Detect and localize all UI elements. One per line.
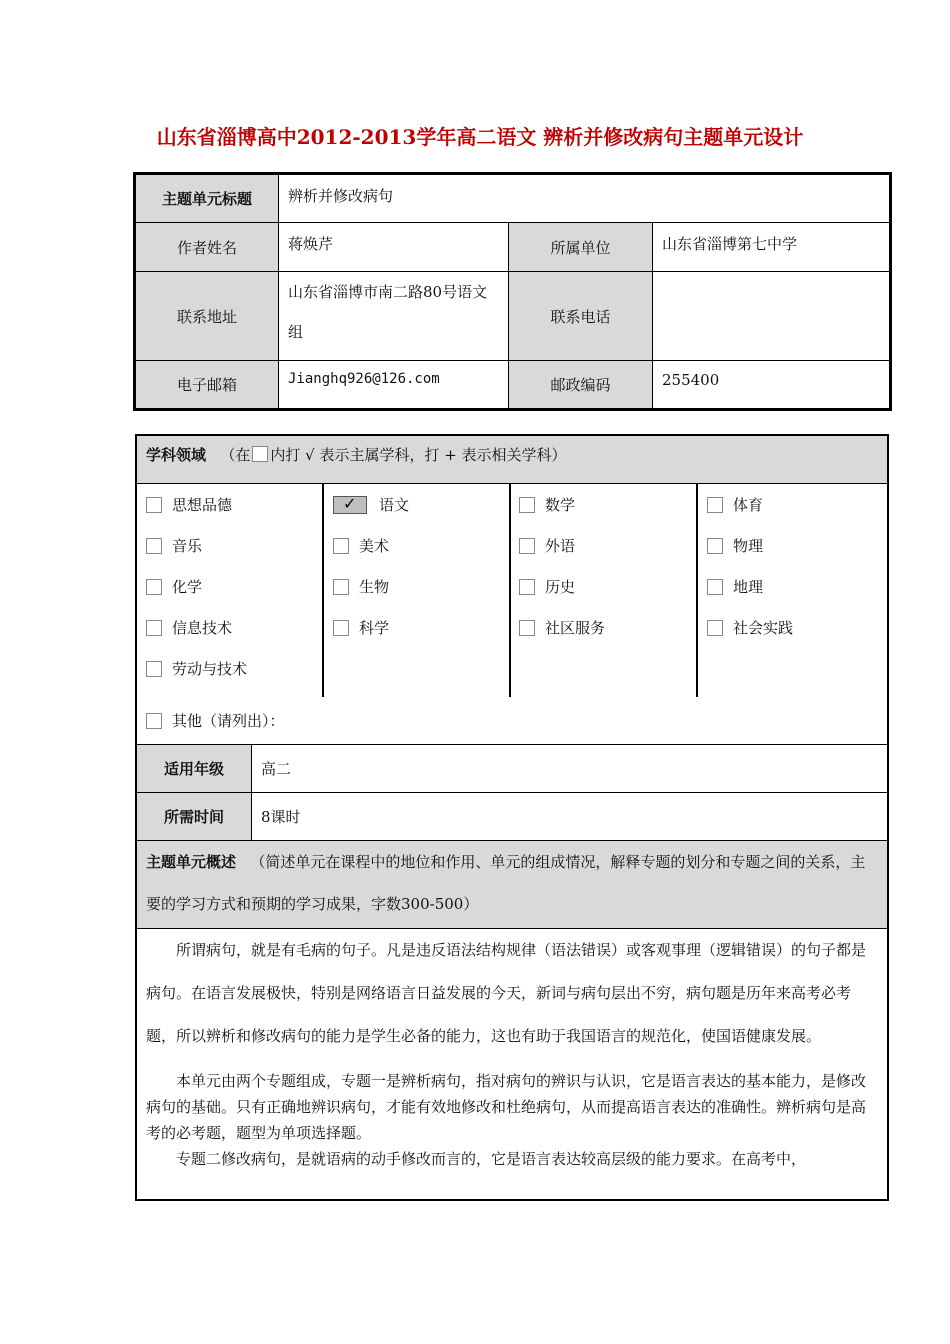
overview-label: 主题单元概述 [146,853,237,871]
subject-item[interactable] [519,484,696,525]
subject-label: 生物 [359,578,390,596]
checkbox-icon[interactable] [146,538,162,554]
zip-value: 255400 [653,361,890,409]
checkbox-icon[interactable] [333,538,349,554]
checkbox-icon[interactable] [519,538,535,554]
subjects-heading: 学科领域 [146,446,207,464]
subject-item[interactable] [146,648,322,689]
checkbox-icon[interactable] [146,579,162,595]
time-value: 8课时 [261,808,301,826]
overview-row [137,841,887,929]
subject-label: 地理 [733,578,764,596]
zip-label: 邮政编码 [509,361,653,409]
subject-label: 社会实践 [733,619,794,637]
time-row [137,793,887,841]
subject-column-3 [511,484,698,697]
subject-label: 物理 [733,537,764,555]
subject-item[interactable] [707,525,887,566]
checkbox-icon[interactable] [333,620,349,636]
subject-item[interactable] [146,607,322,648]
info-table [135,174,890,409]
subject-label: 体育 [733,496,764,514]
subject-label: 美术 [359,537,390,555]
subject-label: 社区服务 [545,619,606,637]
phone-label: 联系电话 [509,272,653,361]
subject-label: 外语 [545,537,576,555]
checkbox-icon[interactable] [707,579,723,595]
checkbox-icon[interactable] [707,538,723,554]
subjects-header [137,436,887,484]
subject-label: 化学 [172,578,203,596]
other-subjects-row[interactable] [137,697,887,745]
checkbox-icon[interactable] [146,620,162,636]
subject-item[interactable] [333,607,509,648]
org-value: 山东省淄博第七中学 [653,223,890,272]
subject-label: 数学 [545,496,576,514]
subject-label: 思想品德 [172,496,233,514]
address-label: 联系地址 [136,272,279,361]
checkmark-icon[interactable] [333,496,367,514]
subject-label: 科学 [359,619,390,637]
author-value: 蒋焕芹 [279,223,509,272]
grade-label: 适用年级 [137,745,252,792]
subject-item[interactable] [519,566,696,607]
body-paragraph-1: 所谓病句，就是有毛病的句子。凡是违反语法结构规律（语法错误）或客观事理（逻辑错误）的句子都是病句。在语言发展极快，特别是网络语言日益发展的今天，新词与病句层出不穷，病句题是历年来高考必考题，所以辨析和修改病句的能力是学生必备的能力，这也有助于我国语言的规范化，使国语健康发展。 [146,941,867,1045]
checkbox-icon[interactable] [146,713,162,729]
checkbox-icon [252,446,268,462]
subject-label: 历史 [545,578,576,596]
unit-title-value: 辨析并修改病句 [279,175,890,223]
checkbox-icon[interactable] [519,620,535,636]
overview-body [137,929,887,1172]
other-subjects-label: 其他（请列出）： [172,712,285,730]
subjects-table [135,434,889,1201]
subject-item[interactable] [146,566,322,607]
checkbox-icon[interactable] [146,661,162,677]
org-label: 所属单位 [509,223,653,272]
subject-item[interactable] [519,607,696,648]
subject-column-2 [324,484,511,697]
subjects-instruction-post: 内打 √ 表示主属学科，打 + 表示相关学科） [270,446,567,464]
checkbox-icon[interactable] [707,620,723,636]
subject-item[interactable] [707,607,887,648]
subject-label: 音乐 [172,537,203,555]
subject-item[interactable] [333,484,509,525]
subjects-instruction-pre: （在 [220,446,251,464]
unit-title-label: 主题单元标题 [136,175,279,223]
checkbox-icon[interactable] [707,497,723,513]
document-title: 山东省淄博高中2012-2013学年高二语文 辨析并修改病句主题单元设计 [156,125,804,149]
body-paragraph-2: 本单元由两个专题组成，专题一是辨析病句，指对病句的辨识与认识，它是语言表达的基本能力，是修改病句的基础。只有正确地辨识病句，才能有效地修改和杜绝病句，从而提高语言表达的准确性。辨析病句是高考的必考题，题型为单项选择题。 [146,1072,867,1142]
subject-item[interactable] [333,566,509,607]
checkbox-icon[interactable] [333,579,349,595]
subject-item[interactable] [333,525,509,566]
subject-item[interactable] [146,525,322,566]
checkbox-icon[interactable] [519,579,535,595]
subject-item[interactable] [146,484,322,525]
subject-label: 信息技术 [172,619,233,637]
checkbox-icon[interactable] [146,497,162,513]
email-value: Jianghq926@126.com [279,361,509,409]
email-label: 电子邮箱 [136,361,279,409]
subject-item[interactable] [707,484,887,525]
checkbox-icon[interactable] [519,497,535,513]
body-paragraph-3: 专题二修改病句，是就语病的动手修改而言的，它是语言表达较高层级的能力要求。在高考中， [176,1150,807,1168]
grade-value: 高二 [261,760,292,778]
address-value: 山东省淄博市南二路80号语文组 [279,272,509,361]
time-label: 所需时间 [137,793,252,840]
grade-row [137,745,887,793]
subject-label: 劳动与技术 [172,660,248,678]
subject-item[interactable] [519,525,696,566]
subject-column-4 [698,484,887,697]
subject-label: 语文 [379,496,410,514]
subject-item[interactable] [707,566,887,607]
overview-description: （简述单元在课程中的地位和作用、单元的组成情况，解释专题的划分和专题之间的关系，主要的学习方式和预期的学习成果，字数300-500） [146,853,866,913]
subject-column-1 [137,484,324,697]
author-label: 作者姓名 [136,223,279,272]
phone-value [653,272,890,361]
